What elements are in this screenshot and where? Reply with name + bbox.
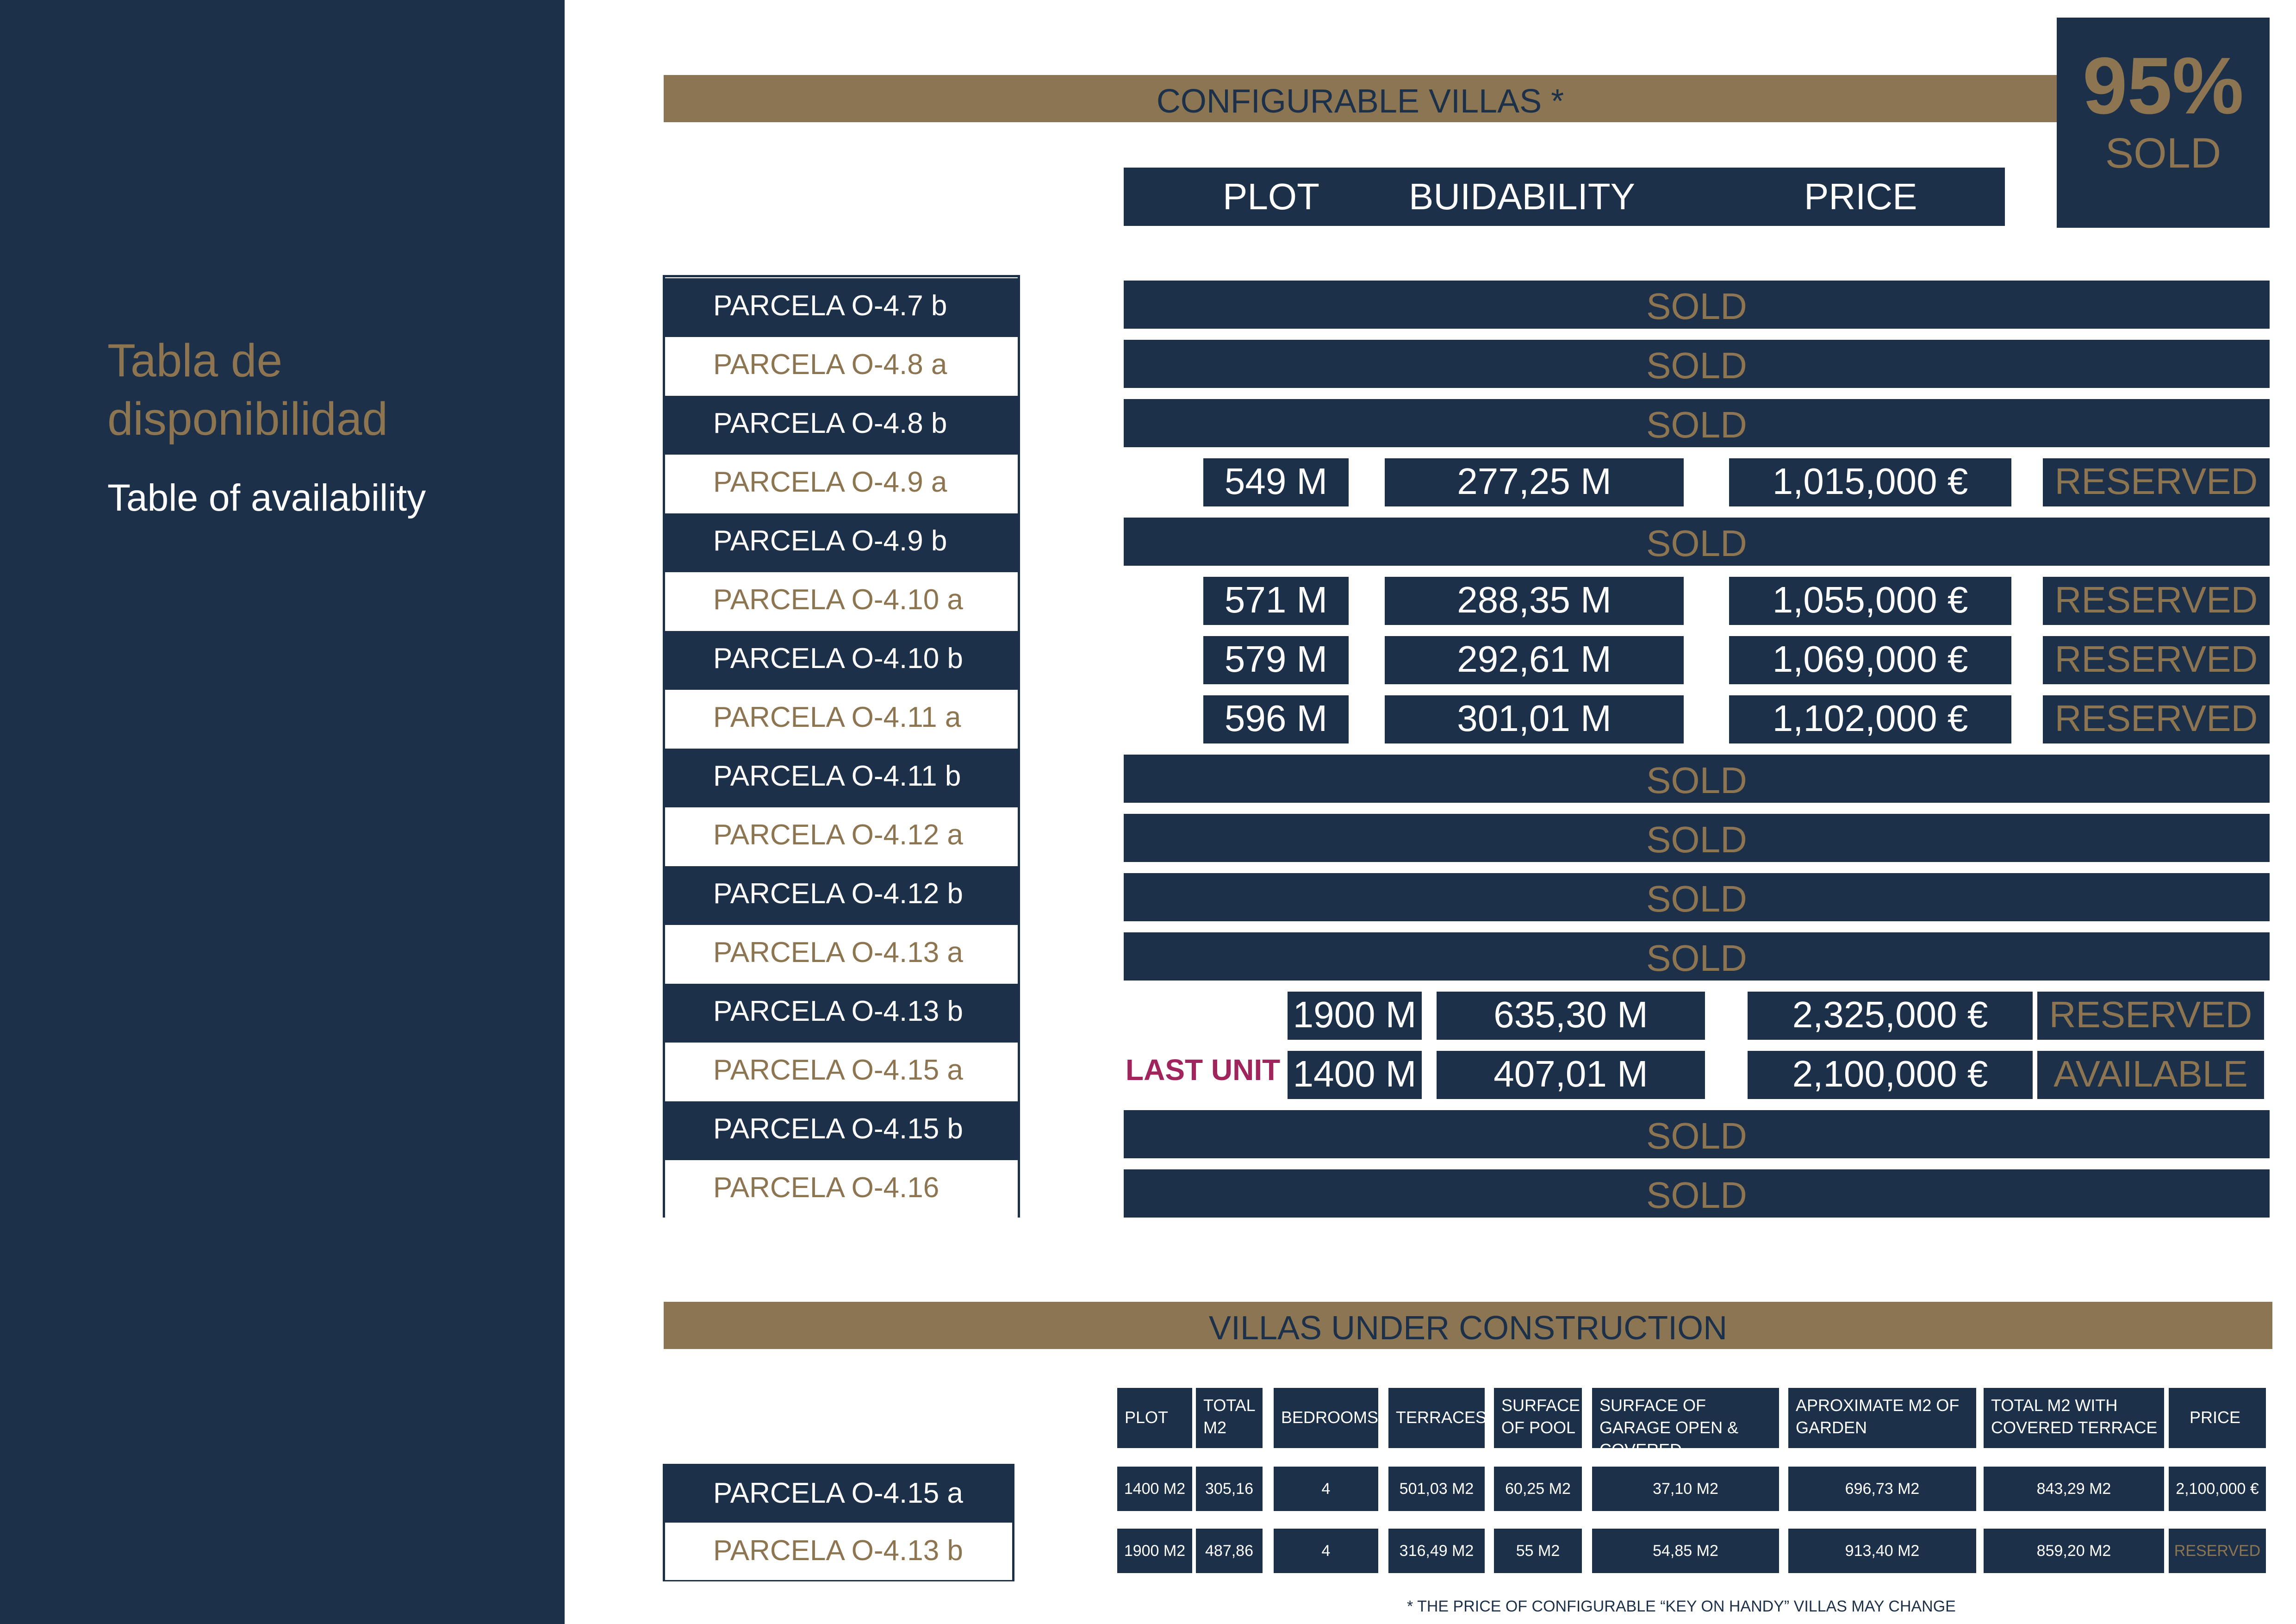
price-cell: 1,069,000 € [1729,636,2011,684]
construction-data-cell: 913,40 M2 [1788,1529,1976,1573]
plot-cell: 1900 M [1288,992,1422,1040]
sidebar [0,0,565,1624]
buidability-cell: 288,35 M [1385,577,1684,625]
buidability-cell: 292,61 M [1385,636,1684,684]
plot-cell: 549 M [1203,458,1349,506]
parcel-row: PARCELA O-4.11 b [665,749,1018,808]
construction-data-cell: 696,73 M2 [1788,1467,1976,1511]
header-buidability: BUIDABILITY [1409,176,1636,217]
price-cell: 1,015,000 € [1729,458,2011,506]
status-cell: RESERVED [2043,577,2270,625]
parcel-row: PARCELA O-4.15 b [665,1101,1018,1161]
construction-data-cell: 60,25 M2 [1494,1467,1582,1511]
status-cell: AVAILABLE [2037,1051,2264,1099]
parcel-row: PARCELA O-4.10 b [665,631,1018,691]
construction-data-cell: 316,49 M2 [1388,1529,1485,1573]
construction-header-cell: SURFACE OF GARAGE OPEN & COVERED [1592,1388,1779,1448]
construction-data-cell: 487,86 M2 [1196,1529,1263,1573]
parcel-row: PARCELA O-4.9 a [665,455,1018,514]
sold-bar: SOLD [1124,932,2270,981]
parcel-row: PARCELA O-4.12 b [665,866,1018,926]
parcel-row: PARCELA O-4.12 a [665,807,1018,867]
parcel-row: PARCELA O-4.15 a [665,1043,1018,1102]
sold-bar: SOLD [1124,1169,2270,1218]
construction-header-cell: APROXIMATE M2 OF GARDEN [1788,1388,1976,1448]
buidability-cell: 635,30 M [1437,992,1705,1040]
parcel-row: PARCELA O-4.9 b [665,513,1018,573]
construction-data-cell: 305,16 [1196,1467,1263,1511]
parcel-row: PARCELA O-4.8 a [665,337,1018,397]
plot-cell: 571 M [1203,577,1349,625]
sold-bar: SOLD [1124,281,2270,329]
construction-data-cell: 1900 M2 [1117,1529,1192,1573]
sold-label: SOLD [2105,130,2221,177]
parcel-row: PARCELA O-4.16 [665,1160,1018,1220]
under-construction-band: VILLAS UNDER CONSTRUCTION [664,1302,2272,1349]
page-subtitle: Table of availability [107,477,426,519]
parcel-row: PARCELA O-4.11 a [665,690,1018,750]
construction-data-cell: 843,29 M2 [1984,1467,2164,1511]
construction-data-cell: 55 M2 [1494,1529,1582,1573]
parcel-row: PARCELA O-4.10 a [665,572,1018,632]
parcel-row: PARCELA O-4.13 b [665,984,1018,1043]
plot-cell: 579 M [1203,636,1349,684]
construction-header-cell: TERRACES [1388,1388,1485,1448]
sold-bar: SOLD [1124,518,2270,566]
parcel-row: PARCELA O-4.7 b [665,278,1018,338]
construction-header-cell: PRICE [2169,1388,2266,1448]
construction-data-cell: 37,10 M2 [1592,1467,1779,1511]
buidability-cell: 407,01 M [1437,1051,1705,1099]
sold-bar: SOLD [1124,814,2270,862]
construction-data-cell: RESERVED [2169,1529,2266,1573]
construction-data-cell: 4 [1274,1529,1378,1573]
sold-bar: SOLD [1124,340,2270,388]
construction-header-cell: TOTAL M2 [1196,1388,1263,1448]
construction-parcel-row: PARCELA O-4.13 b [665,1524,1012,1580]
construction-parcel-row: PARCELA O-4.15 a [665,1466,1012,1523]
sold-bar: SOLD [1124,399,2270,447]
column-header-bar [1124,168,2005,226]
sold-bar: SOLD [1124,873,2270,921]
status-cell: RESERVED [2043,636,2270,684]
price-cell: 1,102,000 € [1729,695,2011,743]
construction-header-cell: PLOT [1117,1388,1192,1448]
construction-data-cell: 4 [1274,1467,1378,1511]
construction-parcel-list [663,1464,1014,1581]
construction-header-cell: TOTAL M2 WITH COVERED TERRACE [1984,1388,2164,1448]
footnote: * THE PRICE OF CONFIGURABLE “KEY ON HANDY” VILLAS MAY CHANGE [1407,1598,1956,1615]
status-cell: RESERVED [2037,992,2264,1040]
construction-data-cell: 501,03 M2 [1388,1467,1485,1511]
sold-percentage-badge [2057,18,2270,228]
construction-data-cell: 859,20 M2 [1984,1529,2164,1573]
price-cell: 2,325,000 € [1748,992,2033,1040]
header-plot: PLOT [1223,176,1319,217]
status-cell: RESERVED [2043,458,2270,506]
construction-data-cell: 1400 M2 [1117,1467,1192,1511]
plot-cell: 1400 M [1288,1051,1422,1099]
price-cell: 2,100,000 € [1748,1051,2033,1099]
parcel-list [663,275,1020,1218]
sold-bar: SOLD [1124,755,2270,803]
sold-bar: SOLD [1124,1110,2270,1158]
status-cell: RESERVED [2043,695,2270,743]
last-unit-label: LAST UNIT [1126,1053,1281,1087]
sold-percent: 95% [2082,40,2244,131]
parcel-row: PARCELA O-4.13 a [665,925,1018,985]
page-title: Tabla de disponibilidad [107,335,388,445]
parcel-row: PARCELA O-4.8 b [665,396,1018,456]
construction-header-cell: BEDROOMS [1274,1388,1378,1448]
buidability-cell: 301,01 M [1385,695,1684,743]
price-cell: 1,055,000 € [1729,577,2011,625]
construction-data-cell: 2,100,000 € [2169,1467,2266,1511]
construction-data-cell: 54,85 M2 [1592,1529,1779,1573]
plot-cell: 596 M [1203,695,1349,743]
construction-header-cell: SURFACE OF POOL [1494,1388,1582,1448]
buidability-cell: 277,25 M [1385,458,1684,506]
configurable-villas-band: CONFIGURABLE VILLAS * [664,75,2057,122]
header-price: PRICE [1804,176,1917,217]
